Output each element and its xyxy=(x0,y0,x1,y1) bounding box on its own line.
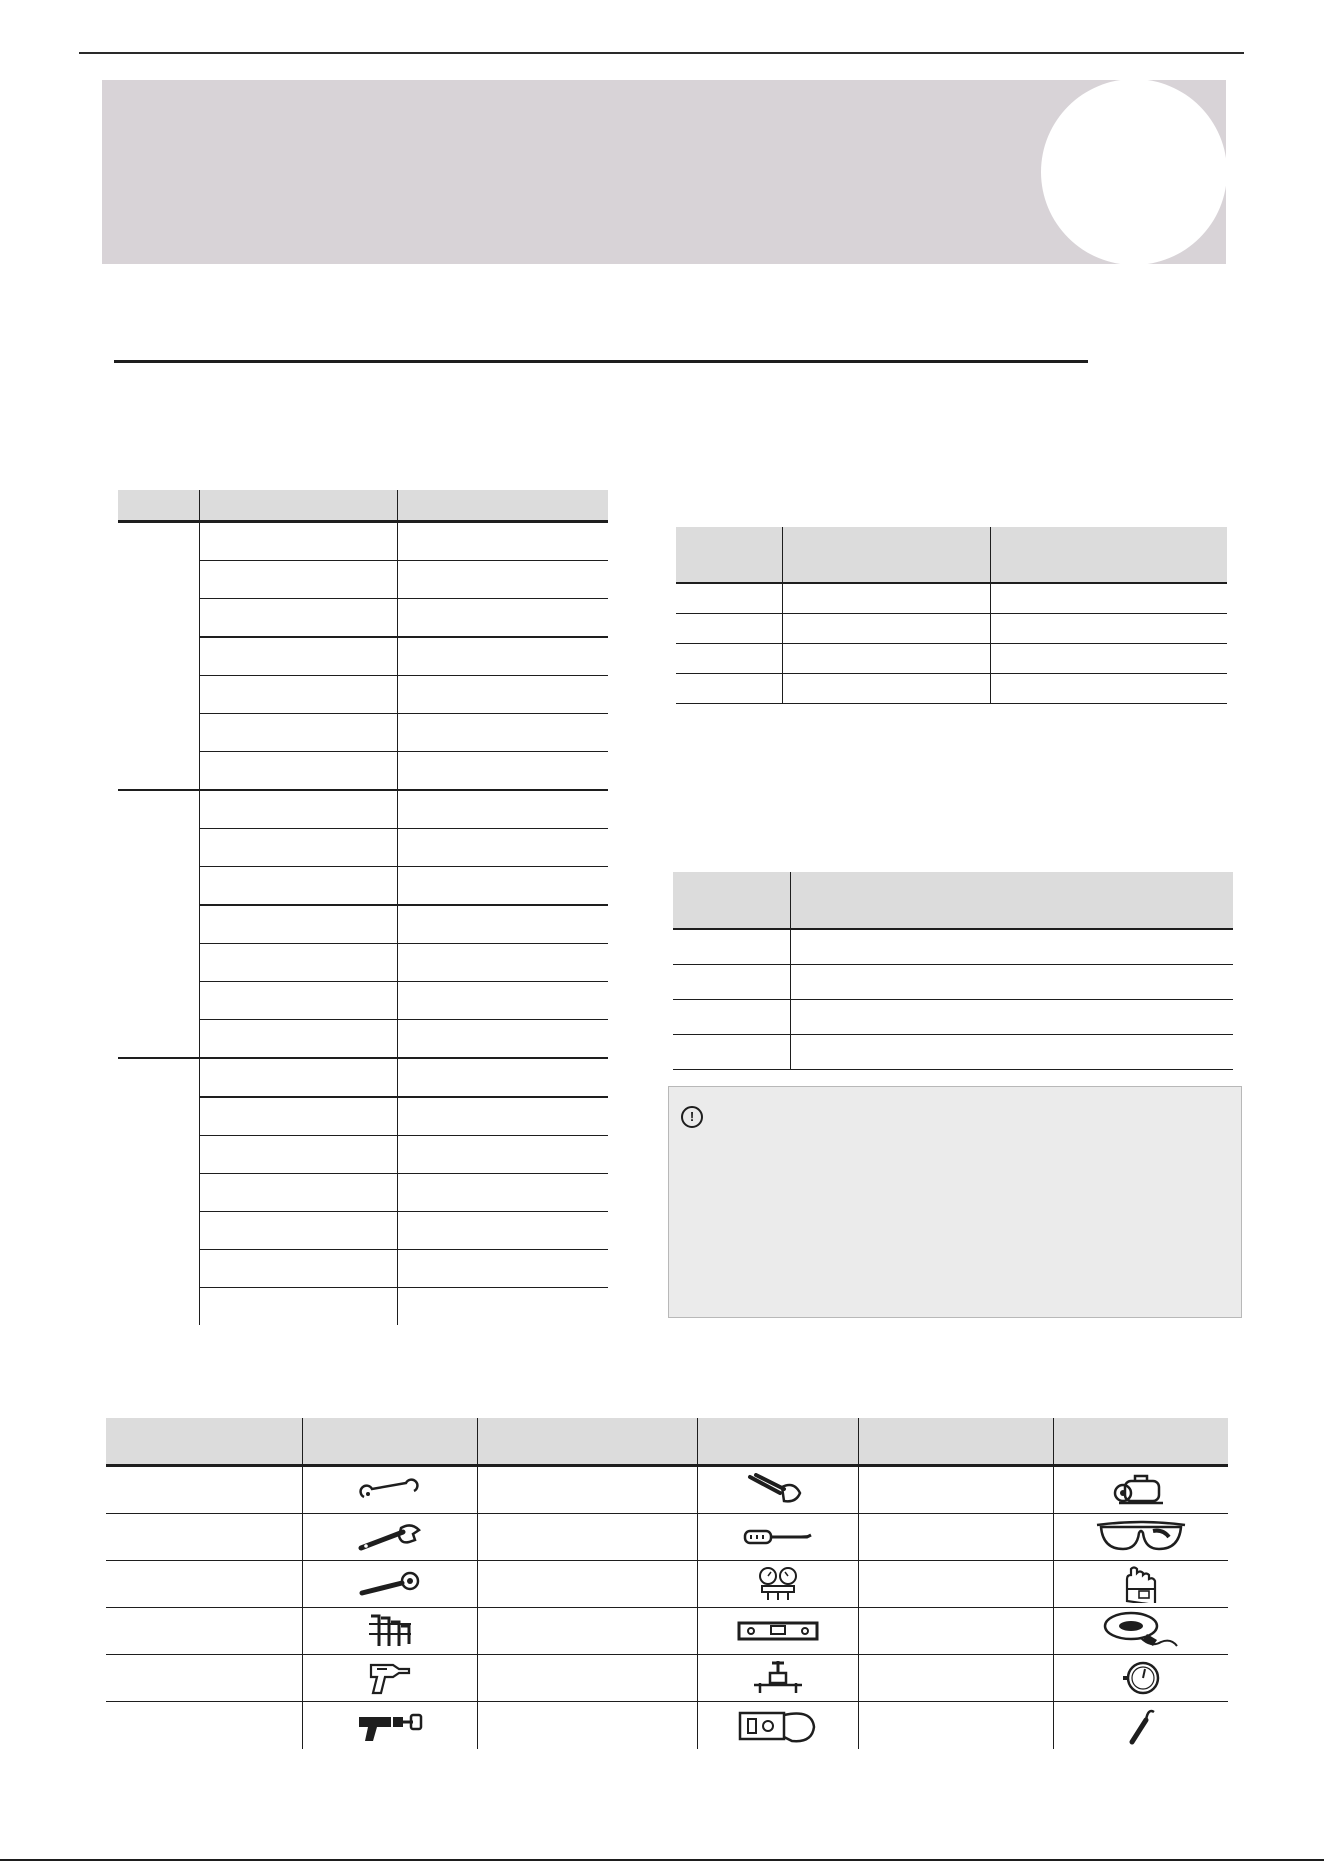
hammer-drill-icon xyxy=(355,1709,425,1743)
table-header-cell xyxy=(858,1418,1053,1466)
pipe-cutter-icon xyxy=(746,1473,810,1507)
table-cell xyxy=(397,1250,608,1288)
table-cell xyxy=(199,1058,397,1097)
clamp-meter-icon xyxy=(736,1707,820,1745)
tool-name-cell xyxy=(858,1608,1053,1655)
table-cell xyxy=(397,676,608,714)
manifold-gauge-icon xyxy=(756,1565,800,1603)
tool-name-cell xyxy=(477,1514,697,1561)
pressure-gauge-icon xyxy=(1121,1658,1161,1698)
table-cell xyxy=(397,714,608,752)
table-cell xyxy=(199,522,397,561)
table-cell xyxy=(397,982,608,1020)
group-cell xyxy=(118,790,199,1058)
tool-icon-cell xyxy=(302,1608,477,1655)
section-divider xyxy=(114,360,1088,363)
table-header-cell xyxy=(477,1418,697,1466)
table-header-row xyxy=(118,490,608,522)
table-cell xyxy=(397,1136,608,1174)
table-cell xyxy=(676,583,782,614)
table-cell xyxy=(782,614,990,644)
table-header-cell xyxy=(676,527,782,583)
table-row xyxy=(118,790,608,829)
table-header-cell xyxy=(199,490,397,522)
table-row xyxy=(673,929,1233,965)
table-header-cell xyxy=(697,1418,858,1466)
table-cell xyxy=(199,982,397,1020)
table-cell xyxy=(199,714,397,752)
tool-icon-cell xyxy=(697,1655,858,1702)
table-header-cell xyxy=(1053,1418,1228,1466)
table-cell xyxy=(397,522,608,561)
table-cell xyxy=(790,1035,1233,1070)
table-cell xyxy=(397,599,608,638)
tool-icon-cell xyxy=(697,1608,858,1655)
tool-name-cell xyxy=(106,1702,302,1750)
tool-icon-cell xyxy=(1053,1655,1228,1702)
adjustable-wrench-icon xyxy=(357,1522,423,1552)
measuring-tape-icon xyxy=(1101,1610,1181,1652)
table-row xyxy=(118,522,608,561)
table-cell xyxy=(199,1097,397,1136)
table-cell xyxy=(397,1288,608,1326)
table-cell xyxy=(782,583,990,614)
table-row xyxy=(106,1466,1228,1514)
screwdriver-icon xyxy=(743,1525,813,1549)
table-row xyxy=(676,674,1227,704)
table-cell xyxy=(199,867,397,906)
vacuum-pump-icon xyxy=(1109,1473,1173,1507)
table-cell xyxy=(199,599,397,638)
tool-name-cell xyxy=(858,1655,1053,1702)
table-cell xyxy=(397,1174,608,1212)
tool-name-cell xyxy=(477,1466,697,1514)
tool-icon-cell xyxy=(302,1655,477,1702)
tool-icon-cell xyxy=(302,1466,477,1514)
tool-name-cell xyxy=(477,1655,697,1702)
table-cell xyxy=(676,614,782,644)
spec-table-right-top xyxy=(676,527,1227,704)
table-cell xyxy=(397,1058,608,1097)
spirit-level-icon xyxy=(737,1618,819,1644)
tool-name-cell xyxy=(477,1702,697,1750)
table-cell xyxy=(199,561,397,599)
table-cell xyxy=(990,614,1227,644)
table-cell xyxy=(397,867,608,906)
table-cell xyxy=(397,1020,608,1059)
tool-name-cell xyxy=(106,1655,302,1702)
tool-icon-cell xyxy=(697,1514,858,1561)
flaring-tool-icon xyxy=(750,1659,806,1697)
tool-name-cell xyxy=(858,1702,1053,1750)
table-cell xyxy=(199,1136,397,1174)
tool-name-cell xyxy=(106,1608,302,1655)
tool-icon-cell xyxy=(302,1561,477,1608)
table-header-cell xyxy=(118,490,199,522)
table-cell xyxy=(397,905,608,944)
table-cell xyxy=(397,829,608,867)
table-row xyxy=(676,614,1227,644)
tool-icon-cell xyxy=(1053,1561,1228,1608)
leak-detector-icon xyxy=(1124,1706,1158,1746)
table-row xyxy=(106,1608,1228,1655)
group-cell xyxy=(118,522,199,791)
table-cell xyxy=(199,1174,397,1212)
table-header-cell xyxy=(790,872,1233,929)
tool-icon-cell xyxy=(302,1514,477,1561)
table-header-cell xyxy=(990,527,1227,583)
table-cell xyxy=(782,674,990,704)
table-cell xyxy=(790,929,1233,965)
table-cell xyxy=(990,644,1227,674)
table-row xyxy=(676,583,1227,614)
table-header-cell xyxy=(673,872,790,929)
table-cell xyxy=(397,944,608,982)
table-cell xyxy=(199,944,397,982)
table-header-cell xyxy=(106,1418,302,1466)
table-cell xyxy=(397,637,608,676)
table-cell xyxy=(199,637,397,676)
table-row xyxy=(106,1702,1228,1750)
table-header-cell xyxy=(397,490,608,522)
table-cell xyxy=(673,1000,790,1035)
table-cell xyxy=(782,644,990,674)
tool-name-cell xyxy=(858,1561,1053,1608)
tool-icon-cell xyxy=(697,1561,858,1608)
table-cell xyxy=(790,965,1233,1000)
table-row xyxy=(106,1561,1228,1608)
table-cell xyxy=(397,1212,608,1250)
table-row xyxy=(106,1514,1228,1561)
tool-name-cell xyxy=(858,1514,1053,1561)
table-header-row xyxy=(676,527,1227,583)
tool-icon-cell xyxy=(1053,1514,1228,1561)
table-cell xyxy=(199,1288,397,1326)
table-row xyxy=(676,644,1227,674)
tool-name-cell xyxy=(106,1514,302,1561)
table-cell xyxy=(199,829,397,867)
table-row xyxy=(673,1035,1233,1070)
table-cell xyxy=(199,1212,397,1250)
spec-table-left xyxy=(118,490,608,1325)
spec-table-right-middle xyxy=(673,872,1233,1070)
chapter-number-circle xyxy=(1041,80,1226,264)
open-end-wrench-icon xyxy=(358,1475,422,1505)
footer-rule xyxy=(0,1859,1324,1861)
tool-name-cell xyxy=(106,1466,302,1514)
table-header-row xyxy=(106,1418,1228,1466)
table-row xyxy=(673,965,1233,1000)
tool-icon-cell xyxy=(1053,1608,1228,1655)
table-cell xyxy=(990,583,1227,614)
table-cell xyxy=(199,752,397,791)
table-row xyxy=(106,1655,1228,1702)
tool-icon-cell xyxy=(697,1702,858,1750)
table-cell xyxy=(397,1097,608,1136)
table-cell xyxy=(397,561,608,599)
table-cell xyxy=(673,929,790,965)
table-cell xyxy=(990,674,1227,704)
tool-icon-cell xyxy=(1053,1466,1228,1514)
table-row xyxy=(673,1000,1233,1035)
table-cell xyxy=(790,1000,1233,1035)
table-cell xyxy=(199,1020,397,1059)
cordless-drill-icon xyxy=(367,1659,413,1697)
table-cell xyxy=(673,1035,790,1070)
tool-icon-cell xyxy=(697,1466,858,1514)
table-cell xyxy=(199,905,397,944)
table-cell xyxy=(199,676,397,714)
table-cell xyxy=(676,644,782,674)
table-cell xyxy=(673,965,790,1000)
table-row xyxy=(118,1058,608,1097)
hex-key-set-icon xyxy=(365,1612,415,1650)
safety-glasses-icon xyxy=(1093,1519,1189,1555)
tool-name-cell xyxy=(477,1561,697,1608)
table-cell xyxy=(199,1250,397,1288)
header-rule xyxy=(79,52,1244,54)
tool-name-cell xyxy=(858,1466,1053,1514)
table-header-cell xyxy=(302,1418,477,1466)
work-gloves-icon xyxy=(1121,1565,1161,1603)
caution-icon: ! xyxy=(681,1106,703,1128)
caution-box xyxy=(668,1086,1242,1318)
group-cell xyxy=(118,1058,199,1325)
torque-wrench-icon xyxy=(358,1571,422,1597)
chapter-banner xyxy=(102,80,1226,264)
table-header-row xyxy=(673,872,1233,929)
tool-name-cell xyxy=(477,1608,697,1655)
tools-table xyxy=(106,1418,1228,1749)
tool-icon-cell xyxy=(1053,1702,1228,1750)
table-cell xyxy=(397,790,608,829)
table-header-cell xyxy=(782,527,990,583)
tool-name-cell xyxy=(106,1561,302,1608)
table-cell xyxy=(676,674,782,704)
table-cell xyxy=(199,790,397,829)
table-cell xyxy=(397,752,608,791)
tool-icon-cell xyxy=(302,1702,477,1750)
